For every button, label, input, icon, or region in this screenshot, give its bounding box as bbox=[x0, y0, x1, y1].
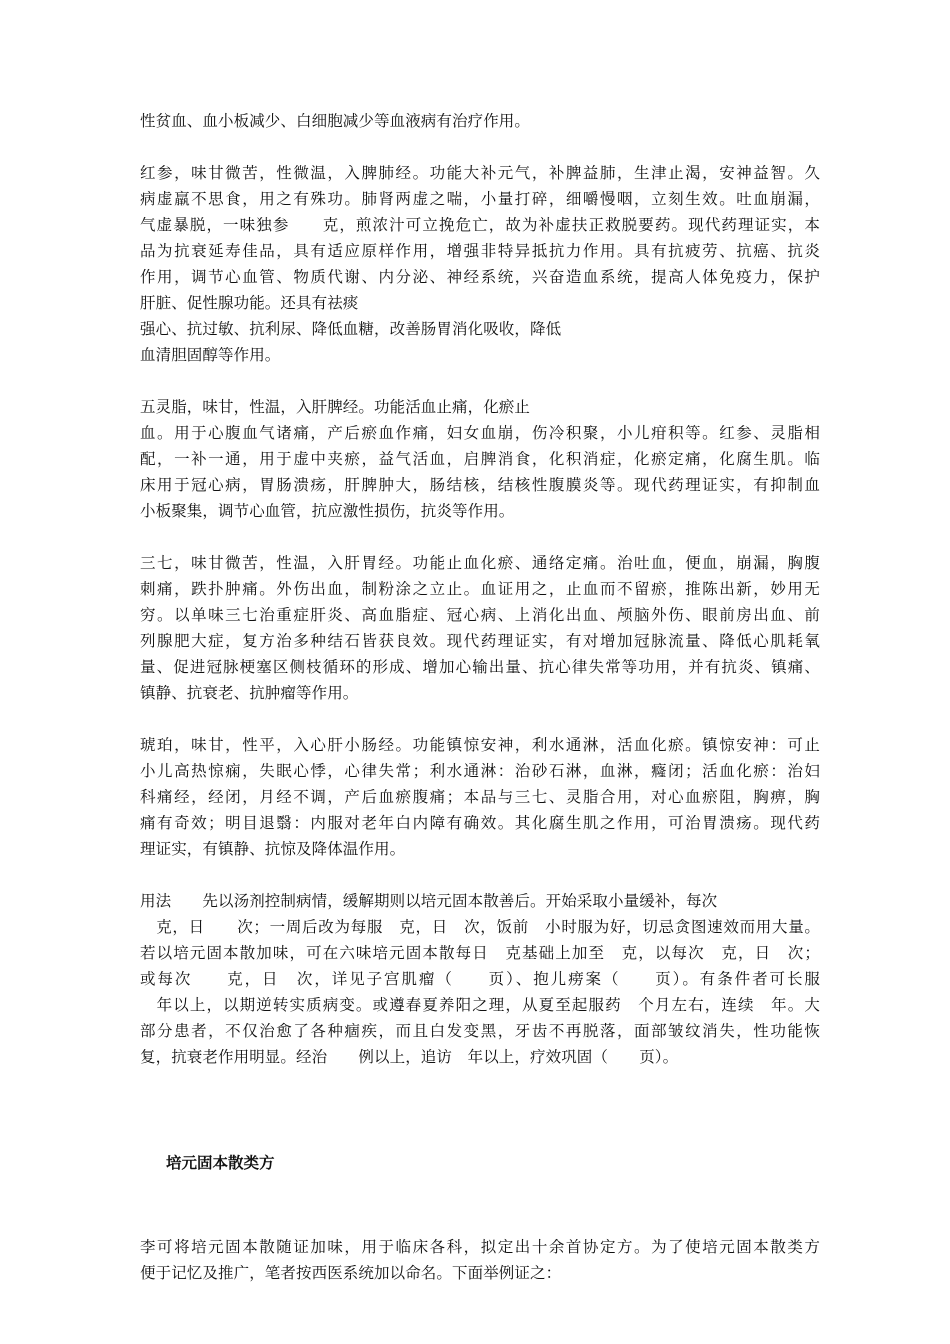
text-line: 琥珀，味甘，性平，入心肝小肠经。功能镇惊安神，利水通淋，活血化瘀。镇惊安神：可止 bbox=[140, 736, 820, 754]
paragraph-gap bbox=[140, 368, 820, 394]
text-line: 品为抗衰延寿佳品，具有适应原样作用，增强非特异抵抗力作用。具有抗疲劳、抗癌、抗炎 bbox=[140, 242, 820, 260]
text-line: 五灵脂，味甘，性温，入肝脾经。功能活血止痛，化瘀止 bbox=[140, 398, 531, 416]
paragraph-usage bbox=[140, 888, 820, 1070]
section-gap bbox=[140, 1070, 820, 1150]
text-line: 量、促进冠脉梗塞区侧枝循环的形成、增加心输出量、抗心律失常等功用，并有抗炎、镇痛、 bbox=[140, 658, 820, 676]
text-line: 便于记忆及推广，笔者按西医系统加以命名。下面举例证之： bbox=[140, 1264, 562, 1282]
paragraph-closing bbox=[140, 1234, 820, 1286]
text-line: 镇静、抗衰老、抗肿瘤等作用。 bbox=[140, 684, 359, 702]
text-line: 复，抗衰老作用明显。经治 例以上，追访 年以上，疗效巩固（ 页）。 bbox=[140, 1048, 679, 1066]
text-line: 小板聚集，调节心血管，抗应激性损伤，抗炎等作用。 bbox=[140, 502, 515, 520]
text-line: 血。用于心腹血气诸痛，产后瘀血作痛，妇女血崩，伤冷积聚，小儿疳积等。红参、灵脂相 bbox=[140, 424, 820, 442]
text-line: 理证实，有镇静、抗惊及降体温作用。 bbox=[140, 840, 406, 858]
section-gap bbox=[140, 1176, 820, 1234]
text-line: 用法 先以汤剂控制病情，缓解期则以培元固本散善后。开始采取小量缓补，每次 bbox=[140, 892, 749, 910]
text-line: 克，日 次；一周后改为每服 克，日 次，饭前 小时服为好，切忌贪图速效而用大量。 bbox=[140, 918, 820, 936]
paragraph-wulingzhi bbox=[140, 394, 820, 524]
text-line: 科痛经，经闭，月经不调，产后血瘀腹痛；本品与三七、灵脂合用，对心血瘀阻，胸痹，胸 bbox=[140, 788, 820, 806]
paragraph-intro bbox=[140, 108, 820, 134]
text-line: 病虚羸不思食，用之有殊功。肺肾两虚之喘，小量打碎，细嚼慢咽，立刻生效。吐血崩漏， bbox=[140, 190, 820, 208]
text-line: 肝脏、促性腺功能。还具有祛痰 bbox=[140, 294, 359, 312]
text-line: 李可将培元固本散随证加味，用于临床各科，拟定出十余首协定方。为了使培元固本散类方 bbox=[140, 1238, 820, 1256]
paragraph-gap bbox=[140, 524, 820, 550]
text-line: 刺痛，跌扑肿痛。外伤出血，制粉涂之立止。血证用之，止血而不留瘀，推陈出新，妙用无 bbox=[140, 580, 820, 598]
text-line: 或每次 克，日 次，详见子宫肌瘤（ 页）、抱儿痨案（ 页）。有条件者可长服 bbox=[140, 970, 820, 988]
paragraph-hupo bbox=[140, 732, 820, 862]
paragraph-gap bbox=[140, 134, 820, 160]
text-line: 列腺肥大症，复方治多种结石皆获良效。现代药理证实，有对增加冠脉流量、降低心肌耗氧 bbox=[140, 632, 820, 650]
text-line: 强心、抗过敏、抗利尿、降低血糖，改善肠胃消化吸收，降低 bbox=[140, 320, 562, 338]
paragraph-sanqi bbox=[140, 550, 820, 706]
text-line: 穷。以单味三七治重症肝炎、高血脂症、冠心病、上消化出血、颅脑外伤、眼前房出血、前 bbox=[140, 606, 820, 624]
text-line: 性贫血、血小板减少、白细胞减少等血液病有治疗作用。 bbox=[140, 112, 531, 130]
section-heading: 培元固本散类方 bbox=[166, 1153, 275, 1172]
paragraph-hongshen bbox=[140, 160, 820, 368]
text-line: 血清胆固醇等作用。 bbox=[140, 346, 281, 364]
text-line: 三七，味甘微苦，性温，入肝胃经。功能止血化瘀、通络定痛。治吐血，便血，崩漏，胸腹 bbox=[140, 554, 820, 572]
text-line: 床用于冠心病，胃肠溃疡，肝脾肿大，肠结核，结核性腹膜炎等。现代药理证实，有抑制血 bbox=[140, 476, 820, 494]
paragraph-gap bbox=[140, 706, 820, 732]
text-line: 若以培元固本散加味，可在六味培元固本散每日 克基础上加至 克，以每次 克，日 次； bbox=[140, 944, 820, 962]
text-line: 年以上，以期逆转实质病变。或遵春夏养阳之理，从夏至起服药 个月左右，连续 年。大 bbox=[140, 996, 820, 1014]
text-line: 红参，味甘微苦，性微温，入脾肺经。功能大补元气，补脾益肺，生津止渴，安神益智。久 bbox=[140, 164, 820, 182]
text-line: 配，一补一通，用于虚中夹瘀，益气活血，启脾消食，化积消症，化瘀定痛，化腐生肌。临 bbox=[140, 450, 820, 468]
text-line: 部分患者，不仅治愈了各种痼疾，而且白发变黑，牙齿不再脱落，面部皱纹消失，性功能恢 bbox=[140, 1022, 820, 1040]
paragraph-gap bbox=[140, 862, 820, 888]
text-line: 作用，调节心血管、物质代谢、内分泌、神经系统，兴奋造血系统，提高人体免疫力，保护 bbox=[140, 268, 820, 286]
text-line: 痛有奇效；明目退翳：内服对老年白内障有确效。其化腐生肌之作用，可治胃溃疡。现代药 bbox=[140, 814, 820, 832]
text-line: 气虚暴脱，一味独参 克，煎浓汁可立挽危亡，故为补虚扶正救脱要药。现代药理证实，本 bbox=[140, 216, 820, 234]
document-page bbox=[140, 108, 820, 1286]
text-line: 小儿高热惊痫，失眠心悸，心律失常；利水通淋：治砂石淋，血淋，癃闭；活血化瘀：治妇 bbox=[140, 762, 820, 780]
